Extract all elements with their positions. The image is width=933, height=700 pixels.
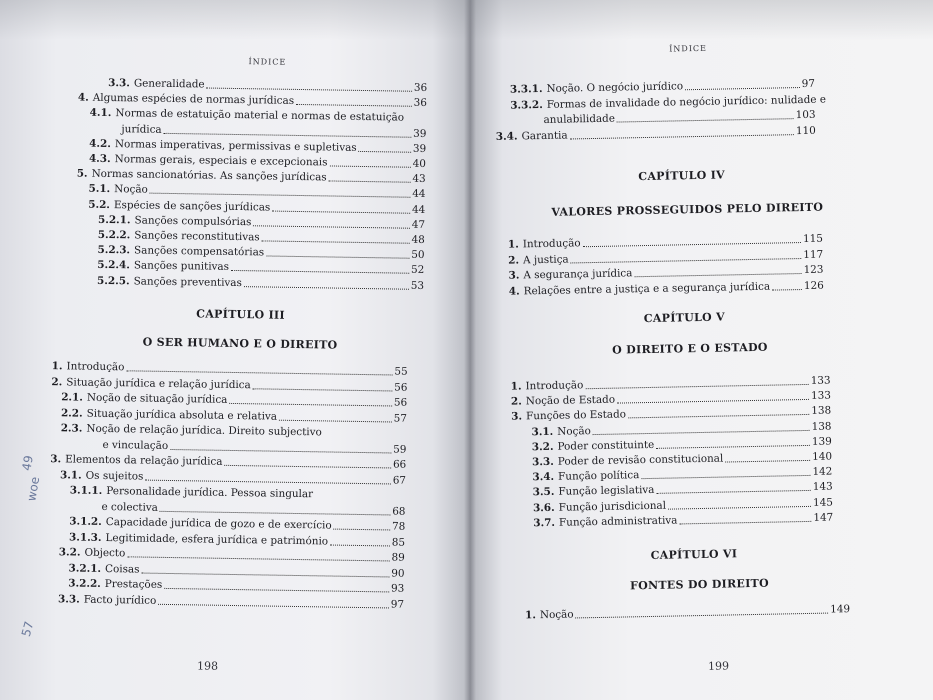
toc-entry-page: 143	[812, 480, 833, 494]
toc-entry-label: Noção de relação jurídica. Direito subjectivo	[86, 422, 322, 439]
toc-entry-label: Formas de invalidade do negócio jurídico: nulidade e	[546, 93, 827, 111]
toc-entry	[61, 391, 407, 408]
toc-entry-page: 115	[802, 232, 823, 246]
toc-entry-page: 90	[391, 566, 405, 580]
toc-entry	[88, 198, 425, 215]
toc-entry-page: 138	[811, 420, 832, 433]
chapter-3-title: O SER HUMANO E O DIREITO	[142, 335, 338, 352]
toc-entry-page: 147	[813, 511, 834, 524]
toc-entry-label: e colectiva	[101, 500, 159, 514]
dot-leader	[158, 602, 389, 608]
toc-entry-page: 36	[413, 96, 427, 110]
toc-entry	[52, 360, 408, 378]
toc-entry-label: Espécies de sanções jurídicas	[113, 198, 271, 214]
toc-entry-page: 68	[392, 504, 406, 518]
toc-entry	[508, 264, 823, 282]
dot-leader	[272, 209, 410, 213]
dot-leader	[141, 571, 389, 577]
toc-entry-number: 1.	[524, 609, 537, 622]
dot-leader	[641, 474, 810, 479]
toc-entry-label: Noção	[114, 183, 148, 197]
toc-entry-number: 4.1.	[89, 107, 112, 120]
dot-leader	[127, 555, 389, 561]
toc-entry-label: Sanções compensatórias	[134, 244, 265, 259]
dot-leader	[329, 180, 411, 183]
toc-entry-page: 133	[810, 374, 831, 387]
toc-entry-number: 3.1.	[531, 425, 554, 438]
toc-entry	[61, 422, 407, 439]
toc-entry	[51, 376, 407, 394]
toc-entry-number: 2.2.	[60, 406, 83, 420]
dot-leader	[296, 103, 412, 107]
toc-entry	[58, 593, 404, 610]
dot-leader	[207, 87, 412, 92]
toc-entry-number: 1.	[507, 238, 519, 251]
toc-entry-number: 3.3.	[108, 76, 130, 90]
toc-entry-page: 145	[812, 496, 834, 509]
toc-entry-label: Noção de situação jurídica	[86, 391, 228, 406]
dot-leader	[329, 164, 410, 167]
toc-entry-page: 47	[411, 218, 426, 231]
toc-entry-label: Noção. O negócio jurídico	[546, 80, 684, 95]
toc-entry-label: Introdução	[525, 379, 584, 393]
toc-entry-label: jurídica	[121, 122, 162, 136]
dot-leader	[583, 241, 801, 247]
toc-entry-page: 110	[795, 124, 816, 137]
toc-entry-page: 43	[412, 172, 426, 186]
toc-entry-page: 66	[392, 458, 407, 471]
toc-entry-page: 140	[812, 450, 833, 463]
toc-entry-page: 55	[394, 365, 408, 378]
toc-entry	[108, 77, 427, 94]
dot-leader	[145, 478, 390, 484]
toc-entry-label: Sanções punitivas	[133, 259, 230, 274]
dot-leader	[772, 288, 802, 291]
toc-entry-number: 3.3.1.	[509, 82, 543, 96]
dot-leader	[244, 285, 409, 290]
toc-entry	[510, 78, 815, 96]
toc-entry-number: 2.3.	[60, 422, 83, 435]
toc-entry-label: Elementos da relação jurídica	[65, 453, 223, 468]
chapter-4-title: VALORES PROSSEGUIDOS PELO DIREITO	[551, 200, 824, 219]
toc-entry-label: e vinculação	[102, 438, 169, 452]
toc-entry-label: Normas gerais, especiais e excepcionais	[114, 153, 328, 169]
right-page-header: ÍNDICE	[669, 43, 707, 54]
toc-entry-number: 3.3.	[532, 455, 554, 469]
toc-entry-number: 3.1.	[59, 468, 82, 482]
toc-entry-number: 5.2.3.	[97, 244, 131, 257]
dot-leader	[593, 429, 810, 435]
toc-entry-label: Função jurisdicional	[558, 499, 667, 514]
toc-entry-label: Poder de revisão constitucional	[557, 452, 724, 468]
toc-entry-page: 97	[390, 597, 405, 611]
dot-leader	[334, 528, 390, 531]
toc-entry	[50, 453, 406, 471]
dot-leader	[231, 269, 409, 274]
toc-entry-page: 126	[803, 279, 824, 292]
right-page-number: 199	[707, 659, 730, 673]
toc-entry	[90, 107, 427, 124]
toc-entry-label: Noção	[557, 424, 591, 438]
toc-entry-label: Sanções reconstitutivas	[134, 229, 260, 244]
toc-entry	[509, 279, 824, 297]
toc-entry-label: Algumas espécies de normas jurídicas	[92, 91, 295, 108]
toc-entry-number: 3.1.1.	[69, 484, 103, 497]
dot-leader	[570, 133, 794, 139]
dot-leader	[330, 543, 390, 546]
dot-leader	[617, 117, 794, 122]
toc-entry-page: 123	[803, 263, 824, 276]
toc-entry	[77, 168, 426, 185]
toc-entry-page: 85	[391, 535, 406, 549]
toc-entry-page: 36	[413, 81, 428, 94]
page-shadow	[0, 0, 933, 40]
dot-leader	[253, 387, 392, 391]
toc-entry	[69, 531, 405, 548]
toc-entry-number: 5.2.1.	[97, 213, 131, 227]
toc-entry-number: 5.2.	[88, 198, 111, 211]
toc-entry-label: Capacidade jurídica de gozo e de exercício	[105, 515, 332, 532]
toc-entry-label: Os sujeitos	[85, 469, 144, 483]
toc-entry-number: 1.	[51, 360, 63, 373]
toc-entry-page: 138	[811, 404, 832, 418]
toc-entry-number: 5.1.	[88, 183, 111, 196]
toc-entry	[102, 438, 406, 455]
toc-entry-number: 3.1.3.	[68, 530, 102, 544]
toc-entry-page: 149	[830, 603, 851, 616]
toc-entry-label: Relações entre a justiça e a segurança jurídica	[523, 280, 771, 297]
dot-leader	[576, 612, 829, 619]
dot-leader	[685, 86, 800, 90]
chapter-6-title: FONTES DO DIREITO	[629, 576, 770, 593]
toc-entry-number: 3.2.	[531, 440, 554, 454]
toc-entry	[508, 233, 823, 251]
dot-leader	[229, 402, 392, 407]
toc-entry-page: 52	[410, 264, 425, 277]
toc-entry	[78, 92, 427, 109]
dot-leader	[656, 489, 810, 494]
toc-entry-label: Sanções preventivas	[133, 274, 242, 289]
toc-entry-label: Prestações	[104, 577, 163, 591]
toc-entry-number: 3.	[511, 410, 523, 424]
toc-entry-page: 93	[390, 582, 405, 595]
toc-entry-number: 3.6.	[532, 501, 555, 514]
toc-entry-page: 56	[393, 396, 408, 409]
toc-entry-page: 40	[412, 157, 427, 170]
toc-entry-page: 56	[394, 381, 408, 394]
toc-entry-page: 139	[811, 435, 832, 448]
toc-entry-label: anulabilidade	[543, 112, 616, 126]
toc-entry-label: Função legislativa	[558, 484, 655, 499]
toc-entry-page: 142	[812, 465, 833, 479]
toc-entry-page: 103	[795, 108, 816, 122]
toc-entry	[533, 511, 833, 529]
toc-entry-page: 53	[410, 279, 425, 292]
toc-entry	[97, 244, 424, 261]
toc-entry-page: 44	[412, 188, 426, 201]
toc-entry-number: 3.7.	[533, 516, 556, 530]
toc-entry-number: 4.	[508, 284, 520, 298]
toc-entry-label: Legitimidade, esfera jurídica e património	[105, 531, 329, 547]
toc-entry	[98, 214, 425, 231]
toc-entry-number: 3.2.1.	[68, 561, 102, 575]
toc-entry-number: 5.2.4.	[97, 259, 130, 272]
toc-entry-label: Função política	[557, 469, 640, 483]
toc-entry-label: Personalidade jurídica. Pessoa singular	[106, 484, 314, 501]
dot-leader	[406, 121, 425, 122]
toc-entry	[88, 183, 425, 200]
toc-entry-number: 3.	[50, 453, 62, 466]
toc-entry	[510, 93, 827, 112]
handwritten-note: 49	[19, 454, 36, 472]
dot-leader	[164, 131, 412, 137]
chapter-3-label: CAPÍTULO III	[196, 307, 285, 322]
toc-entry-number: 3.	[508, 269, 520, 282]
dot-leader	[253, 224, 409, 228]
dot-leader	[164, 587, 389, 593]
dot-leader	[617, 398, 809, 404]
dot-leader	[634, 272, 801, 277]
right-book-page	[470, 0, 933, 700]
chapter-5-label: CAPÍTULO V	[643, 310, 726, 326]
dot-leader	[628, 413, 809, 418]
toc-entry	[101, 500, 405, 517]
chapter-6-label: CAPÍTULO VI	[650, 547, 738, 562]
toc-entry-label: Introdução	[522, 237, 581, 251]
toc-entry	[525, 603, 850, 621]
toc-entry-page: 133	[810, 389, 832, 403]
toc-entry-number: 4.3.	[88, 152, 111, 166]
toc-entry-label: Garantia	[521, 129, 568, 142]
toc-entry-label: Noção de Estado	[525, 393, 616, 408]
toc-entry-number: 4.2.	[89, 137, 112, 150]
left-page-number: 198	[196, 659, 219, 673]
dot-leader	[262, 239, 410, 243]
handwritten-note: 57	[18, 619, 37, 639]
toc-entry-number: 3.4.	[495, 129, 518, 143]
toc-entry	[59, 546, 405, 563]
toc-entry-page: 39	[412, 142, 427, 155]
dot-leader	[315, 497, 404, 499]
book-gutter	[464, 0, 476, 700]
toc-entry-number: 2.	[508, 253, 520, 267]
toc-entry	[121, 123, 426, 140]
toc-entry	[60, 469, 406, 486]
dot-leader	[224, 464, 391, 469]
toc-entry-label: Poder constituinte	[557, 438, 655, 453]
dot-leader	[170, 447, 391, 452]
dot-leader	[126, 369, 392, 375]
dot-leader	[150, 192, 410, 198]
toc-entry-page: 117	[803, 248, 824, 261]
toc-entry-number: 5.2.5.	[96, 274, 130, 287]
toc-entry-page: 48	[411, 233, 425, 246]
toc-entry-label: Generalidade	[133, 77, 205, 91]
toc-entry-page: 89	[391, 551, 405, 564]
toc-entry-label: Normas imperativas, permissivas e supletivas	[114, 137, 357, 154]
toc-entry	[98, 229, 425, 246]
chapter-4-label: CAPÍTULO IV	[638, 168, 726, 184]
toc-entry	[61, 407, 407, 424]
toc-entry-label: A justiça	[522, 253, 569, 266]
toc-entry	[508, 248, 823, 266]
toc-entry	[68, 577, 404, 594]
toc-entry-page: 78	[391, 520, 406, 533]
toc-entry-page: 59	[393, 442, 407, 456]
toc-entry	[89, 153, 426, 170]
toc-entry-label: Funções do Estado	[525, 408, 627, 423]
toc-entry-number: 3.2.	[58, 546, 81, 559]
toc-entry-page: 44	[411, 203, 426, 216]
toc-entry-label: Facto jurídico	[83, 593, 157, 607]
handwritten-note: woe	[24, 475, 43, 503]
toc-entry-number: 5.2.2.	[97, 228, 131, 242]
dot-leader	[656, 444, 810, 449]
dot-leader	[585, 383, 808, 389]
toc-entry	[543, 109, 815, 126]
toc-entry-number: 2.	[51, 375, 63, 388]
toc-entry	[97, 259, 424, 276]
toc-entry	[496, 124, 816, 142]
toc-entry-page: 50	[411, 248, 425, 262]
left-page-header: ÍNDICE	[248, 57, 287, 67]
dot-leader	[279, 418, 392, 422]
toc-entry-label: Introdução	[66, 360, 125, 374]
toc-entry	[69, 515, 405, 532]
toc-entry	[97, 274, 424, 291]
toc-entry	[68, 562, 404, 579]
dot-leader	[160, 509, 390, 515]
toc-entry-page: 97	[801, 77, 816, 90]
dot-leader	[359, 150, 411, 153]
toc-entry-number: 3.1.2.	[69, 515, 102, 528]
toc-entry-number: 4.	[77, 91, 89, 104]
dot-leader	[324, 435, 405, 437]
toc-entry-page: 39	[413, 127, 427, 140]
dot-leader	[668, 504, 811, 509]
toc-entry-number: 1.	[510, 380, 522, 393]
toc-entry-number: 3.4.	[532, 471, 555, 484]
toc-entry-label: Objecto	[84, 546, 126, 560]
toc-entry-label: A segurança jurídica	[523, 267, 633, 282]
toc-entry-number: 3.3.2.	[510, 98, 543, 112]
right-page-content	[470, 0, 933, 700]
toc-entry-number: 2.1.	[61, 391, 84, 404]
dot-leader	[571, 257, 802, 263]
toc-entry-label: Sanções compulsórias	[134, 214, 252, 229]
toc-entry-label: Situação jurídica absoluta e relativa	[86, 407, 278, 423]
dot-leader	[679, 520, 811, 525]
toc-entry-label: Situação jurídica e relação jurídica	[66, 375, 251, 391]
dot-leader	[725, 459, 810, 463]
toc-entry-number: 5.	[76, 167, 88, 180]
toc-entry-number: 3.3.	[57, 592, 80, 606]
toc-entry-label: Noção	[539, 608, 574, 622]
dot-leader	[266, 255, 409, 259]
toc-entry	[89, 137, 426, 154]
toc-entry	[70, 484, 406, 501]
toc-entry-number: 3.2.2.	[68, 577, 101, 590]
toc-entry-number: 3.5.	[532, 486, 555, 499]
toc-entry-label: Coisas	[105, 562, 140, 576]
toc-entry-page: 57	[393, 412, 408, 425]
chapter-5-title: O DIREITO E O ESTADO	[612, 340, 768, 357]
toc-entry-page: 67	[392, 473, 407, 487]
toc-entry-label: Função administrativa	[558, 514, 678, 529]
toc-entry-label: Normas de estatuição material e normas de estatuição	[115, 107, 405, 125]
toc-entry-number: 2.	[510, 395, 522, 408]
toc-entry-label: Normas sancionatórias. As sanções jurídicas	[91, 167, 327, 184]
